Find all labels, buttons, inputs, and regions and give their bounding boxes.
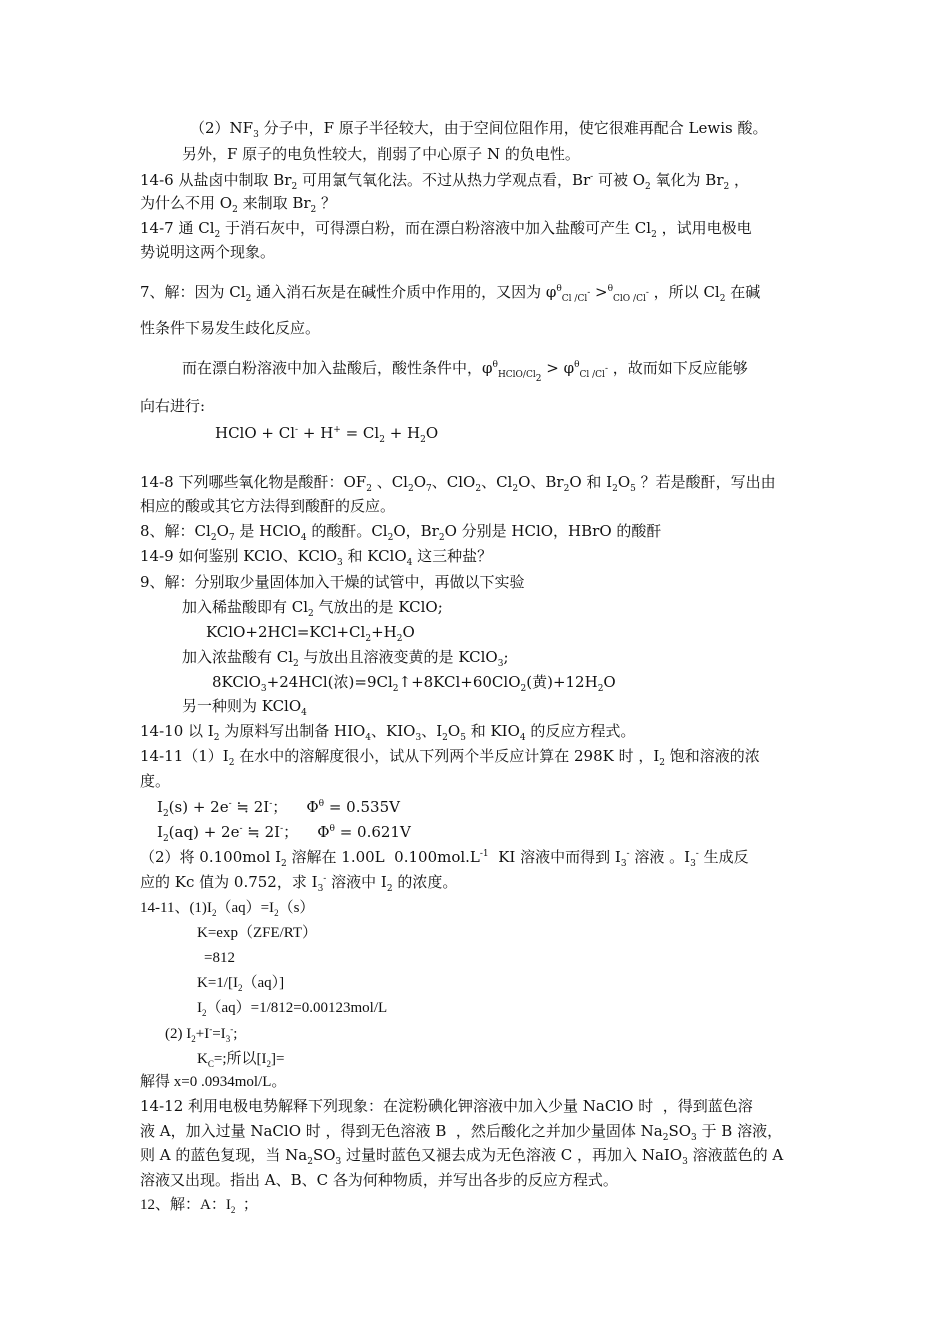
text-line: 14-8 下列哪些氧化物是酸酐：$OF_2$ 、$Cl_2O_7$、ClO$_2$、$Cl_2O$、$Br_2O$ 和 $I_2O_5$ ？若是酸酐，写出由 [140, 473, 776, 494]
text-line: =812 [204, 950, 235, 966]
text-line: 8、解：$Cl_2O_7$ 是 HClO$_4$ 的酸酐。$Cl_2O$，$Br_2O$ 分别是 HClO，HBrO 的酸酐 [140, 522, 662, 543]
text-line: 应的 Kc 值为 0.752，求 $I_3^-$ 溶液中 $I_2$ 的浓度。 [140, 873, 458, 894]
text-line: $K=1/[I_2(aq)]$ [197, 975, 285, 993]
text-line: 7、解：因为 $Cl_2$ 通入消石灰是在碱性介质中作用的，又因为 $\varphi^\theta_{Cl /Cl^-} >^\theta_{ClO /Cl^-}$ ，所以 $Cl_2$ 在碱 [140, 283, 761, 304]
text-line: 8KClO$_3$+24HCl(浓)$=9Cl_2↑+8KCl+60ClO_2$(黄)$+12H_2O$ [212, 673, 616, 694]
text-line: 另外，F 原子的电负性较大，削弱了中心原子 N 的负电性。 [182, 145, 580, 163]
text-line: $KClO+2HCl=KCl+Cl_2+H_2O$ [206, 623, 415, 644]
text-line: $14-11(1)I_2$ 在水中的溶解度很小，试从下列两个半反应计算在 298K 时 ，$I_2$ 饱和溶液的浓 [140, 747, 760, 768]
text-line: 向右进行: [140, 397, 206, 415]
text-line: （2）将 0.100mol $I_2$ 溶解在 1.00L $0.100mol.L^{-1}$ KI 溶液中而得到 $I_3^-$ 溶液 。$I_3^-$ 生成反 [140, 848, 749, 869]
text-line: (2) $I_2+I^-=I_3^-$; [165, 1024, 238, 1044]
text-line: K=exp（ZFE/RT） [197, 925, 318, 941]
text-line: $(2)NF_3$ 分子中，F 原子半径较大，由于空间位阻作用，使它很难再配合 Lewis 酸。 [190, 119, 768, 140]
text-line: $I_2(s) + 2e^-$ ≒ 2I-； $\Phi^\theta = 0.535V$ [157, 798, 400, 819]
text-line: 则 A 的蓝色复现，当 $Na_2SO_3$ 过量时蓝色又褪去成为无色溶液 C ，再加入 NaIO$_3$ 溶液蓝色的 A [140, 1146, 784, 1167]
text-line: 度。 [140, 772, 171, 790]
text-line: $I_2(aq)=1/812=0.00123mol/L$ [197, 1000, 388, 1018]
text-line: $I_2(aq) + 2e^-$ ≒ 2I-； $\Phi^\theta = 0.621V$ [157, 823, 411, 844]
text-line: 14-6 从盐卤中制取 $Br_2$ 可用氯气氧化法。不过从热力学观点看，Br- 可被 $O_2$ 氧化为 $Br_2$ ， [140, 171, 750, 192]
text-line: 14-12 利用电极电势解释下列现象：在淀粉碘化钾溶液中加入少量 NaClO 时 ，得到蓝色溶 [140, 1097, 753, 1115]
text-line: 14-11、$(1)I_2(aq)=I_2(s)$ [140, 900, 315, 918]
text-line: 相应的酸或其它方法得到酸酐的反应。 [140, 497, 396, 515]
text-line: 加入稀盐酸即有 $Cl_2$ 气放出的是 KClO; [182, 598, 443, 619]
text-line: 为什么不用 $O_2$ 来制取 $Br_2$ ？ [140, 194, 337, 215]
text-line: 性条件下易发生歧化反应。 [140, 319, 321, 337]
text-line: 另一种则为 KClO$_4$ [182, 697, 307, 718]
text-line: 而在漂白粉溶液中加入盐酸后，酸性条件中，$\varphi^\theta_{HClO/Cl_2} > \varphi^\theta_{Cl /Cl^-}$ ，故而如下反应能够 [182, 359, 748, 384]
text-line: HClO + $Cl^- + H^+ = Cl_2 + H_2O$ [215, 424, 439, 445]
text-line: 加入浓盐酸有 $Cl_2$ 与放出且溶液变黄的是 KClO$_3$; [182, 648, 509, 669]
text-line: 势说明这两个现象。 [140, 243, 276, 261]
text-line: 解得 x=0 .0934mol/L。 [140, 1074, 287, 1090]
text-line: 14-9 如何鉴别 KClO、KClO$_3$ 和 KClO$_4$ 这三种盐？ [140, 547, 493, 568]
text-line: 溶液又出现。指出 A、B、C 各为何种物质，并写出各步的反应方程式。 [140, 1171, 618, 1189]
text-line: 9、解：分别取少量固体加入干燥的试管中，再做以下实验 [140, 573, 525, 591]
text-line: $K_C=$;所以$[I_2]=$ [197, 1051, 285, 1069]
text-line: 14-10 以 $I_2$ 为原料写出制备 $HIO_4$、$KIO_3$、$I_2O_5$ 和 $KIO_4$ 的反应方程式。 [140, 722, 636, 743]
text-line: 液 A，加入过量 NaClO 时 ，得到无色溶液 B ，然后酸化之并加少量固体 $Na_2SO_3$ 于 B 溶液， [140, 1122, 783, 1143]
text-line: 14-7 通 $Cl_2$ 于消石灰中，可得漂白粉，而在漂白粉溶液中加入盐酸可产生 $Cl_2$ ，试用电极电 [140, 219, 752, 240]
text-line: 12、解：A：$I_2$ ； [140, 1197, 258, 1215]
